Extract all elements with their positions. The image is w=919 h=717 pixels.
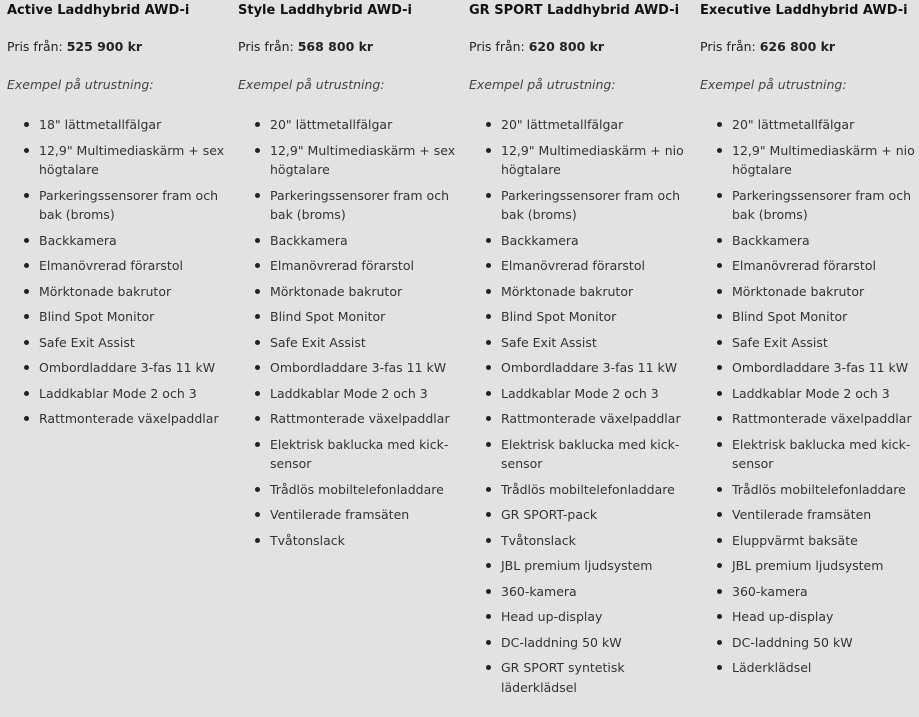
feature-item: Safe Exit Assist (501, 333, 687, 353)
feature-item: Läderklädsel (732, 658, 918, 678)
equipment-example-label: Exempel på utrustning: (238, 77, 385, 92)
feature-item: Backkamera (39, 231, 225, 251)
feature-item: DC-laddning 50 kW (501, 633, 687, 653)
feature-item: 12,9" Multimediaskärm + nio högtalare (501, 141, 687, 180)
feature-item: 20" lättmetallfälgar (501, 115, 687, 135)
feature-item: 360-kamera (732, 582, 918, 602)
feature-item: Trådlös mobiltelefonladdare (501, 480, 687, 500)
feature-item: Blind Spot Monitor (270, 307, 456, 327)
price-prefix: Pris från: (469, 39, 529, 54)
price-value: 626 800 kr (759, 39, 836, 54)
feature-item: Parkeringssensorer fram och bak (broms) (39, 186, 225, 225)
feature-item: Ombordladdare 3-fas 11 kW (270, 358, 456, 378)
feature-item: 20" lättmetallfälgar (270, 115, 456, 135)
feature-item: Parkeringssensorer fram och bak (broms) (270, 186, 456, 225)
feature-item: Trådlös mobiltelefonladdare (270, 480, 456, 500)
feature-item: 12,9" Multimediaskärm + nio högtalare (732, 141, 918, 180)
feature-item: Mörktonade bakrutor (270, 282, 456, 302)
equipment-example-label: Exempel på utrustning: (469, 77, 616, 92)
feature-item: 12,9" Multimediaskärm + sex högtalare (39, 141, 225, 180)
feature-item: Trådlös mobiltelefonladdare (732, 480, 918, 500)
feature-item: Rattmonterade växelpaddlar (39, 409, 225, 429)
trim-title: Style Laddhybrid AWD-i (238, 3, 412, 18)
feature-item: Blind Spot Monitor (39, 307, 225, 327)
feature-item: Elektrisk baklucka med kick-sensor (270, 435, 456, 474)
equipment-example-label: Exempel på utrustning: (700, 77, 847, 92)
feature-item: Backkamera (270, 231, 456, 251)
feature-item: Ombordladdare 3-fas 11 kW (501, 358, 687, 378)
feature-item: 20" lättmetallfälgar (732, 115, 918, 135)
feature-item: Safe Exit Assist (39, 333, 225, 353)
price-value: 620 800 kr (528, 39, 605, 54)
feature-item: Rattmonterade växelpaddlar (270, 409, 456, 429)
feature-list (469, 115, 687, 703)
feature-item: GR SPORT-pack (501, 505, 687, 525)
feature-item: Tvåtonslack (270, 531, 456, 551)
feature-item: Rattmonterade växelpaddlar (732, 409, 918, 429)
feature-item: Ventilerade framsäten (732, 505, 918, 525)
feature-item: 12,9" Multimediaskärm + sex högtalare (270, 141, 456, 180)
price-prefix: Pris från: (700, 39, 760, 54)
feature-list (7, 115, 225, 435)
trim-price (469, 39, 604, 54)
feature-item: Elmanövrerad förarstol (732, 256, 918, 276)
feature-item: Safe Exit Assist (270, 333, 456, 353)
feature-item: 360-kamera (501, 582, 687, 602)
feature-item: Laddkablar Mode 2 och 3 (501, 384, 687, 404)
feature-item: Backkamera (501, 231, 687, 251)
feature-item: DC-laddning 50 kW (732, 633, 918, 653)
feature-item: Elmanövrerad förarstol (270, 256, 456, 276)
trim-title: Active Laddhybrid AWD-i (7, 3, 190, 18)
feature-item: Laddkablar Mode 2 och 3 (732, 384, 918, 404)
feature-list (700, 115, 918, 684)
feature-item: Mörktonade bakrutor (39, 282, 225, 302)
feature-item: Ombordladdare 3-fas 11 kW (39, 358, 225, 378)
feature-item: Backkamera (732, 231, 918, 251)
feature-item: Elmanövrerad förarstol (39, 256, 225, 276)
feature-item: Ombordladdare 3-fas 11 kW (732, 358, 918, 378)
feature-item: Parkeringssensorer fram och bak (broms) (501, 186, 687, 225)
price-value: 568 800 kr (297, 39, 374, 54)
feature-item: JBL premium ljudsystem (501, 556, 687, 576)
feature-item: Eluppvärmt baksäte (732, 531, 918, 551)
price-prefix: Pris från: (7, 39, 67, 54)
feature-item: Parkeringssensorer fram och bak (broms) (732, 186, 918, 225)
equipment-example-label: Exempel på utrustning: (7, 77, 154, 92)
feature-list (238, 115, 456, 556)
feature-item: Elektrisk baklucka med kick-sensor (732, 435, 918, 474)
feature-item: 18" lättmetallfälgar (39, 115, 225, 135)
feature-item: Blind Spot Monitor (732, 307, 918, 327)
feature-item: GR SPORT syntetisk läderklädsel (501, 658, 687, 697)
feature-item: Laddkablar Mode 2 och 3 (270, 384, 456, 404)
feature-item: Rattmonterade växelpaddlar (501, 409, 687, 429)
feature-item: Tvåtonslack (501, 531, 687, 551)
price-value: 525 900 kr (66, 39, 143, 54)
feature-item: Blind Spot Monitor (501, 307, 687, 327)
feature-item: Mörktonade bakrutor (732, 282, 918, 302)
feature-item: Elmanövrerad förarstol (501, 256, 687, 276)
feature-item: Elektrisk baklucka med kick-sensor (501, 435, 687, 474)
feature-item: Mörktonade bakrutor (501, 282, 687, 302)
price-prefix: Pris från: (238, 39, 298, 54)
trim-title: GR SPORT Laddhybrid AWD-i (469, 3, 680, 18)
feature-item: Head up-display (501, 607, 687, 627)
trim-price (700, 39, 835, 54)
feature-item: Laddkablar Mode 2 och 3 (39, 384, 225, 404)
feature-item: Head up-display (732, 607, 918, 627)
trim-price (238, 39, 373, 54)
trim-title: Executive Laddhybrid AWD-i (700, 3, 908, 18)
feature-item: JBL premium ljudsystem (732, 556, 918, 576)
trim-price (7, 39, 142, 54)
feature-item: Ventilerade framsäten (270, 505, 456, 525)
feature-item: Safe Exit Assist (732, 333, 918, 353)
